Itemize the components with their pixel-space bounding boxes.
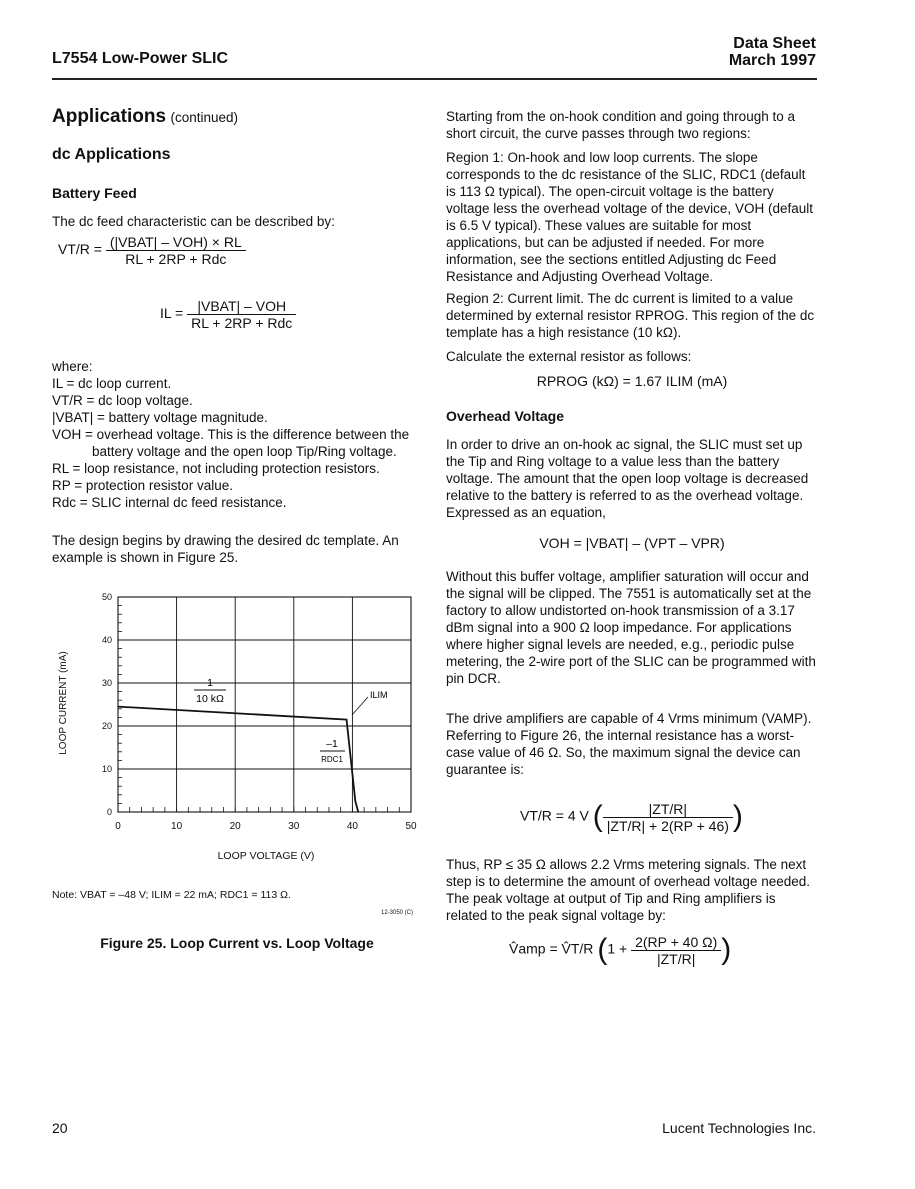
eq1-frac bbox=[106, 234, 246, 267]
chart-x-tick-label: 0 bbox=[115, 821, 121, 832]
annotation-slope2-den: RDC1 bbox=[321, 755, 343, 764]
figure-note: Note: VBAT = –48 V; ILIM = 22 mA; RDC1 = 113 Ω. bbox=[52, 889, 291, 901]
para-thus: Thus, RP ≤ 35 Ω allows 2.2 Vrms metering signals. The next step is to determine the amount of overhead voltage needed. The peak voltage at output of Tip and Ring amplifiers is related to the peak signal voltage by: bbox=[446, 857, 810, 923]
chart-x-axis-label: LOOP VOLTAGE (V) bbox=[217, 850, 315, 862]
figure-code: 12-3050 (C) bbox=[381, 910, 414, 916]
eq-vtr-frac bbox=[603, 801, 733, 834]
section-heading bbox=[52, 106, 422, 128]
equation-vamp bbox=[509, 933, 731, 967]
para-regions: Starting from the on-hook condition and going through to a short circuit, the curve passes through two regions: bbox=[446, 109, 795, 141]
def-vbat: |VBAT| = battery voltage magnitude. bbox=[52, 410, 268, 425]
doc-date: March 1997 bbox=[728, 52, 816, 69]
section-title: Applications bbox=[52, 106, 167, 127]
eq2-den: RL + 2RP + Rdc bbox=[191, 315, 293, 331]
annotation-slope1-num: 1 bbox=[207, 677, 213, 689]
loop-current-chart bbox=[52, 585, 424, 870]
equation-il bbox=[160, 298, 296, 331]
annotation-ilim-pointer bbox=[352, 697, 368, 715]
chart-y-tick-label: 50 bbox=[101, 592, 112, 602]
eq-vamp-lhs: V̂amp = V̂T/R bbox=[509, 940, 594, 957]
subsection-title: dc Applications bbox=[52, 146, 171, 163]
para-overhead: In order to drive an on-hook ac signal, the SLIC must set up the Tip and Ring voltage to a value less than the battery voltage. The amount that the open loop voltage is decreased relative to the battery is referred to as the overhead voltage. Expressed as an equation, bbox=[446, 437, 809, 520]
figure-caption: Figure 25. Loop Current vs. Loop Voltage bbox=[100, 935, 374, 951]
def-rdc: Rdc = SLIC internal dc feed resistance. bbox=[52, 495, 287, 510]
eq-vamp-pre: 1 + bbox=[607, 940, 628, 957]
chart-ticks bbox=[102, 592, 417, 832]
eq-vamp-den: |ZT/R| bbox=[656, 950, 696, 967]
eq2-frac bbox=[187, 298, 296, 331]
chart-y-tick-label: 40 bbox=[101, 635, 112, 645]
def-vtr: VT/R = dc loop voltage. bbox=[52, 393, 193, 408]
where-label: where: bbox=[52, 359, 93, 374]
para-calc: Calculate the external resistor as follows: bbox=[446, 349, 692, 364]
def-rl: RL = loop resistance, not including protection resistors. bbox=[52, 461, 380, 476]
eq1-num: (|VBAT| – VOH) × RL bbox=[106, 234, 246, 251]
footer-company: Lucent Technologies Inc. bbox=[662, 1120, 816, 1136]
design-text: The design begins by drawing the desired dc template. An example is shown in Figure 25. bbox=[52, 533, 399, 565]
definitions bbox=[52, 358, 422, 511]
chart-y-tick-label: 0 bbox=[106, 807, 112, 817]
eq-vamp-lparen: ( bbox=[597, 933, 608, 966]
doc-type: Data Sheet bbox=[733, 35, 816, 52]
para-region2: Region 2: Current limit. The dc current is limited to a value determined by external resistor RPROG. This region of the dc template has a high resistance (10 kΩ). bbox=[446, 291, 815, 340]
annotation-slope1-den: 10 kΩ bbox=[196, 693, 224, 705]
chart-grid bbox=[118, 597, 411, 812]
eq-vtr-lparen: ( bbox=[592, 800, 603, 833]
def-voh: VOH = overhead voltage. This is the difference between the battery voltage and the open loop Tip/Ring voltage. bbox=[52, 427, 410, 459]
def-rp: RP = protection resistor value. bbox=[52, 478, 233, 493]
para-region1: Region 1: On-hook and low loop currents. The slope corresponds to the dc resistance of the SLIC, RDC1 (default is 113 Ω typical). The open-circuit voltage is the battery voltage less the overhead voltage of the device, VOH (default is 6.5 V typical). These values are suitable for most applications, but can be adjusted if needed. For more information, see the sections entitled Adjusting dc Feed Resistance and Adjusting Overhead Voltage. bbox=[446, 150, 813, 284]
equation-rprog: RPROG (kΩ) = 1.67 ILIM (mA) bbox=[536, 373, 728, 389]
eq-vtr-num: |ZT/R| bbox=[603, 801, 733, 818]
section-cont: (continued) bbox=[170, 110, 239, 125]
header-rule bbox=[52, 78, 817, 80]
eq-vtr-rparen: ) bbox=[732, 800, 743, 833]
equation-vtr-max bbox=[520, 800, 743, 834]
para-buffer: Without this buffer voltage, amplifier saturation will occur and the signal will be clipped. The 7551 is automatically set at the factory to allow undistorted on-hook transmission of a 3.17 dBm signal into a 900 Ω loop impedance. For applications where higher signal levels are needed, e.g., periodic pulse metering, the 2-wire port of the SLIC can be programmed with pin DCR. bbox=[446, 569, 816, 686]
header-right bbox=[729, 35, 816, 69]
eq2-num: |VBAT| – VOH bbox=[187, 298, 296, 315]
overhead-title: Overhead Voltage bbox=[446, 408, 565, 424]
eq-vamp-rparen: ) bbox=[721, 933, 732, 966]
eq2-lhs: IL = bbox=[160, 305, 184, 322]
chart-frame bbox=[118, 597, 411, 812]
chart-x-tick-label: 10 bbox=[171, 821, 183, 832]
eq1-lhs: VT/R = bbox=[58, 241, 102, 258]
battery-feed-title: Battery Feed bbox=[52, 185, 137, 201]
eq1-den: RL + 2RP + Rdc bbox=[125, 251, 227, 267]
chart-x-tick-label: 20 bbox=[229, 821, 241, 832]
chart-y-tick-label: 10 bbox=[101, 764, 112, 774]
annotation-slope2-num: –1 bbox=[326, 738, 338, 750]
eq-vtr-lhs: VT/R = 4 V bbox=[520, 807, 589, 824]
annotation-ilim: ILIM bbox=[370, 690, 388, 700]
equation-voh: VOH = |VBAT| – (VPT – VPR) bbox=[539, 535, 725, 551]
chart-x-tick-label: 30 bbox=[288, 821, 300, 832]
chart-y-axis-label: LOOP CURRENT (mA) bbox=[58, 651, 69, 755]
chart-y-tick-label: 20 bbox=[101, 721, 112, 731]
chart-y-tick-label: 30 bbox=[101, 678, 112, 688]
para-drive: The drive amplifiers are capable of 4 Vrms minimum (VAMP). Referring to Figure 26, the internal resistance has a worst-case value of 46 Ω. So, the maximum signal the device can guarantee is: bbox=[446, 711, 812, 777]
def-il: IL = dc loop current. bbox=[52, 376, 172, 391]
page-number: 20 bbox=[52, 1120, 68, 1136]
intro-text: The dc feed characteristic can be described by: bbox=[52, 214, 335, 229]
chart-x-tick-label: 50 bbox=[405, 821, 417, 832]
eq-vtr-den: |ZT/R| + 2(RP + 46) bbox=[606, 817, 729, 834]
equation-vtr bbox=[58, 234, 246, 267]
eq-vamp-num: 2(RP + 40 Ω) bbox=[631, 934, 721, 951]
eq-vamp-frac bbox=[631, 934, 721, 967]
document-title: L7554 Low-Power SLIC bbox=[52, 50, 229, 67]
chart-x-tick-label: 40 bbox=[346, 821, 358, 832]
